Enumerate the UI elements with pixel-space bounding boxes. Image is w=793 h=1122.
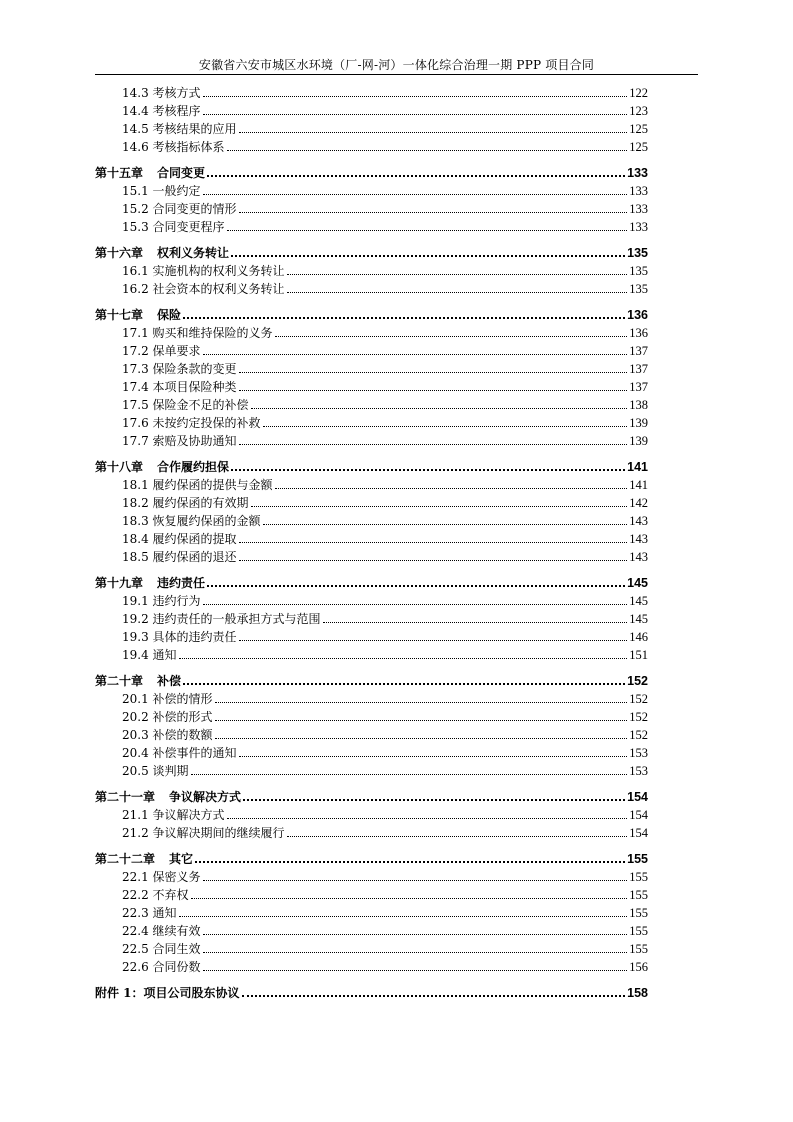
toc-entry-label: 19.1 违约行为 — [122, 594, 201, 608]
toc-section-entry[interactable] — [95, 260, 648, 278]
dot-leader — [242, 995, 626, 997]
toc-section-entry[interactable] — [95, 822, 648, 840]
toc-page-number: 139 — [629, 434, 648, 448]
dot-leader — [287, 274, 628, 275]
toc-entry-label: 14.5 考核结果的应用 — [122, 122, 237, 136]
toc-page-number: 135 — [629, 282, 648, 296]
running-header: 安徽省六安市城区水环境（厂-网-河）一体化综合治理一期 PPP 项目合同 — [198, 58, 595, 72]
toc-section-entry[interactable] — [95, 394, 648, 412]
toc-section-entry[interactable] — [95, 626, 648, 644]
toc-page-number: 158 — [627, 986, 648, 1000]
toc-page-number: 125 — [629, 140, 648, 154]
dot-leader — [215, 702, 628, 703]
toc-page-number: 137 — [629, 362, 648, 376]
toc-page-number: 135 — [627, 246, 648, 260]
dot-leader — [207, 175, 625, 177]
table-of-contents — [95, 82, 648, 1000]
toc-section-entry[interactable] — [95, 938, 648, 956]
toc-section-entry[interactable] — [95, 216, 648, 234]
dot-leader — [275, 488, 628, 489]
toc-section-entry[interactable] — [95, 706, 648, 724]
toc-entry-label: 20.5 谈判期 — [122, 764, 189, 778]
dot-leader — [183, 317, 625, 319]
toc-section-entry[interactable] — [95, 546, 648, 564]
toc-entry-label: 19.2 违约责任的一般承担方式与范围 — [122, 612, 321, 626]
dot-leader — [231, 255, 625, 257]
dot-leader — [203, 880, 628, 881]
toc-section-entry[interactable] — [95, 608, 648, 626]
toc-page-number: 145 — [629, 594, 648, 608]
toc-chapter-entry[interactable] — [95, 786, 648, 804]
toc-chapter-entry[interactable] — [95, 304, 648, 322]
dot-leader — [203, 970, 628, 971]
toc-entry-label: 第二十一章 — [95, 790, 156, 804]
toc-chapter-title: 其它 — [169, 852, 194, 866]
toc-entry-label: 20.3 补偿的数额 — [122, 728, 213, 742]
toc-page-number: 133 — [629, 202, 648, 216]
toc-entry-label: 22.4 继续有效 — [122, 924, 201, 938]
dot-leader — [239, 756, 628, 757]
dot-leader — [179, 916, 628, 917]
toc-section-entry[interactable] — [95, 136, 648, 154]
toc-section-entry[interactable] — [95, 278, 648, 296]
toc-page-number: 154 — [629, 826, 648, 840]
toc-page-number: 156 — [629, 960, 648, 974]
toc-page-number: 143 — [629, 514, 648, 528]
toc-entry-label: 第十八章 — [95, 460, 144, 474]
toc-entry-label: 18.1 履约保函的提供与金额 — [122, 478, 273, 492]
header-rule — [95, 74, 698, 75]
toc-page-number: 138 — [629, 398, 648, 412]
dot-leader — [243, 799, 625, 801]
toc-section-entry[interactable] — [95, 180, 648, 198]
toc-section-entry[interactable] — [95, 742, 648, 760]
toc-page-number: 133 — [627, 166, 648, 180]
toc-section-entry[interactable] — [95, 510, 648, 528]
toc-section-entry[interactable] — [95, 528, 648, 546]
toc-section-entry[interactable] — [95, 322, 648, 340]
toc-entry-label: 22.3 通知 — [122, 906, 177, 920]
dot-leader — [179, 658, 628, 659]
toc-entry-label: 17.7 索赔及协助通知 — [122, 434, 237, 448]
dot-leader — [203, 354, 628, 355]
toc-page-number: 155 — [629, 906, 648, 920]
toc-page-number: 152 — [629, 692, 648, 706]
dot-leader — [203, 96, 628, 97]
toc-section-entry[interactable] — [95, 198, 648, 216]
toc-entry-label: 14.6 考核指标体系 — [122, 140, 225, 154]
dot-leader — [239, 640, 628, 641]
dot-leader — [227, 230, 628, 231]
toc-chapter-entry[interactable] — [95, 848, 648, 866]
dot-leader — [239, 132, 628, 133]
toc-entry-label: 15.2 合同变更的情形 — [122, 202, 237, 216]
toc-page-number: 136 — [629, 326, 648, 340]
toc-page-number: 154 — [629, 808, 648, 822]
toc-entry-label: 18.3 恢复履约保函的金额 — [122, 514, 261, 528]
toc-section-entry[interactable] — [95, 412, 648, 430]
toc-page-number: 125 — [629, 122, 648, 136]
toc-entry-label: 18.2 履约保函的有效期 — [122, 496, 249, 510]
toc-section-entry[interactable] — [95, 724, 648, 742]
toc-page-number: 122 — [629, 86, 648, 100]
dot-leader — [239, 542, 628, 543]
toc-entry-label: 第十七章 — [95, 308, 144, 322]
dot-leader — [203, 114, 628, 115]
dot-leader — [227, 150, 628, 151]
toc-page-number: 143 — [629, 550, 648, 564]
toc-page-number: 151 — [629, 648, 648, 662]
toc-chapter-entry[interactable] — [95, 162, 648, 180]
toc-entry-label: 20.4 补偿事件的通知 — [122, 746, 237, 760]
dot-leader — [215, 738, 628, 739]
toc-page-number: 154 — [627, 790, 648, 804]
dot-leader — [203, 952, 628, 953]
toc-page-number: 123 — [629, 104, 648, 118]
toc-page-number: 141 — [629, 478, 648, 492]
toc-page-number: 146 — [629, 630, 648, 644]
toc-entry-label: 14.4 考核程序 — [122, 104, 201, 118]
toc-page-number: 152 — [629, 710, 648, 724]
toc-entry-label: 第十五章 — [95, 166, 144, 180]
toc-entry-label: 17.1 购买和维持保险的义务 — [122, 326, 273, 340]
dot-leader — [207, 585, 625, 587]
toc-section-entry[interactable] — [95, 340, 648, 358]
toc-page-number: 135 — [629, 264, 648, 278]
toc-section-entry[interactable] — [95, 474, 648, 492]
toc-page-number: 153 — [629, 764, 648, 778]
dot-leader — [323, 622, 628, 623]
toc-entry-label: 22.2 不弃权 — [122, 888, 189, 902]
dot-leader — [287, 836, 628, 837]
toc-entry-label: 19.4 通知 — [122, 648, 177, 662]
dot-leader — [183, 683, 625, 685]
toc-section-entry[interactable] — [95, 688, 648, 706]
toc-chapter-title: 权利义务转让 — [157, 246, 230, 260]
toc-page-number: 145 — [627, 576, 648, 590]
toc-entry-label: 14.3 考核方式 — [122, 86, 201, 100]
toc-entry-label: 15.3 合同变更程序 — [122, 220, 225, 234]
toc-section-entry[interactable] — [95, 430, 648, 448]
dot-leader — [275, 336, 628, 337]
dot-leader — [215, 720, 628, 721]
toc-section-entry[interactable] — [95, 590, 648, 608]
toc-chapter-title: 违约责任 — [157, 576, 206, 590]
toc-page-number: 152 — [629, 728, 648, 742]
toc-entry-label: 22.5 合同生效 — [122, 942, 201, 956]
toc-chapter-entry[interactable] — [95, 572, 648, 590]
toc-chapter-entry[interactable] — [95, 982, 648, 1000]
toc-section-entry[interactable] — [95, 920, 648, 938]
dot-leader — [203, 934, 628, 935]
dot-leader — [239, 212, 628, 213]
toc-page-number: 139 — [629, 416, 648, 430]
toc-section-entry[interactable] — [95, 100, 648, 118]
toc-section-entry[interactable] — [95, 82, 648, 100]
toc-page-number: 155 — [629, 888, 648, 902]
toc-entry-label: 第十九章 — [95, 576, 144, 590]
toc-entry-label: 20.1 补偿的情形 — [122, 692, 213, 706]
toc-section-entry[interactable] — [95, 884, 648, 902]
dot-leader — [263, 426, 628, 427]
toc-entry-label: 16.1 实施机构的权利义务转让 — [122, 264, 285, 278]
toc-page-number: 153 — [629, 746, 648, 760]
toc-page-number: 133 — [629, 220, 648, 234]
toc-chapter-title: 保险 — [157, 308, 182, 322]
dot-leader — [195, 861, 625, 863]
toc-section-entry[interactable] — [95, 804, 648, 822]
dot-leader — [239, 372, 628, 373]
toc-page-number: 155 — [627, 852, 648, 866]
toc-entry-label: 第二十章 — [95, 674, 144, 688]
toc-entry-label: 第十六章 — [95, 246, 144, 260]
toc-entry-label: 20.2 补偿的形式 — [122, 710, 213, 724]
toc-entry-label: 16.2 社会资本的权利义务转让 — [122, 282, 285, 296]
dot-leader — [263, 524, 628, 525]
dot-leader — [203, 194, 628, 195]
toc-entry-label: 19.3 具体的违约责任 — [122, 630, 237, 644]
dot-leader — [231, 469, 625, 471]
toc-chapter-title: 补偿 — [157, 674, 182, 688]
toc-chapter-title: 合同变更 — [157, 166, 206, 180]
toc-entry-label: 22.6 合同份数 — [122, 960, 201, 974]
toc-entry-label: 18.4 履约保函的提取 — [122, 532, 237, 546]
toc-entry-label: 17.2 保单要求 — [122, 344, 201, 358]
toc-entry-label: 21.2 争议解决期间的继续履行 — [122, 826, 285, 840]
toc-chapter-entry[interactable] — [95, 456, 648, 474]
toc-page-number: 155 — [629, 870, 648, 884]
toc-section-entry[interactable] — [95, 358, 648, 376]
dot-leader — [239, 390, 628, 391]
toc-entry-label: 附件 1：项目公司股东协议 — [95, 986, 240, 1000]
toc-page-number: 137 — [629, 344, 648, 358]
toc-entry-label: 17.5 保险金不足的补偿 — [122, 398, 249, 412]
toc-section-entry[interactable] — [95, 492, 648, 510]
toc-page-number: 142 — [629, 496, 648, 510]
toc-page-number: 143 — [629, 532, 648, 546]
dot-leader — [251, 506, 628, 507]
toc-chapter-entry[interactable] — [95, 670, 648, 688]
toc-section-entry[interactable] — [95, 760, 648, 778]
toc-chapter-entry[interactable] — [95, 242, 648, 260]
toc-section-entry[interactable] — [95, 376, 648, 394]
toc-page-number: 155 — [629, 942, 648, 956]
dot-leader — [239, 444, 628, 445]
dot-leader — [239, 560, 628, 561]
toc-page-number: 137 — [629, 380, 648, 394]
dot-leader — [191, 774, 628, 775]
toc-entry-label: 22.1 保密义务 — [122, 870, 201, 884]
toc-page-number: 141 — [627, 460, 648, 474]
toc-entry-label: 17.3 保险条款的变更 — [122, 362, 237, 376]
dot-leader — [191, 898, 628, 899]
toc-page-number: 145 — [629, 612, 648, 626]
dot-leader — [251, 408, 628, 409]
toc-entry-label: 15.1 一般约定 — [122, 184, 201, 198]
toc-chapter-title: 争议解决方式 — [169, 790, 242, 804]
toc-section-entry[interactable] — [95, 118, 648, 136]
toc-entry-label: 17.6 未按约定投保的补救 — [122, 416, 261, 430]
toc-entry-label: 第二十二章 — [95, 852, 156, 866]
toc-page-number: 136 — [627, 308, 648, 322]
toc-page-number: 155 — [629, 924, 648, 938]
toc-entry-label: 21.1 争议解决方式 — [122, 808, 225, 822]
toc-section-entry[interactable] — [95, 956, 648, 974]
toc-entry-label: 18.5 履约保函的退还 — [122, 550, 237, 564]
toc-entry-label: 17.4 本项目保险种类 — [122, 380, 237, 394]
toc-section-entry[interactable] — [95, 644, 648, 662]
toc-chapter-title: 合作履约担保 — [157, 460, 230, 474]
toc-page-number: 152 — [627, 674, 648, 688]
toc-section-entry[interactable] — [95, 902, 648, 920]
dot-leader — [227, 818, 628, 819]
dot-leader — [287, 292, 628, 293]
dot-leader — [203, 604, 628, 605]
toc-page-number: 133 — [629, 184, 648, 198]
toc-section-entry[interactable] — [95, 866, 648, 884]
